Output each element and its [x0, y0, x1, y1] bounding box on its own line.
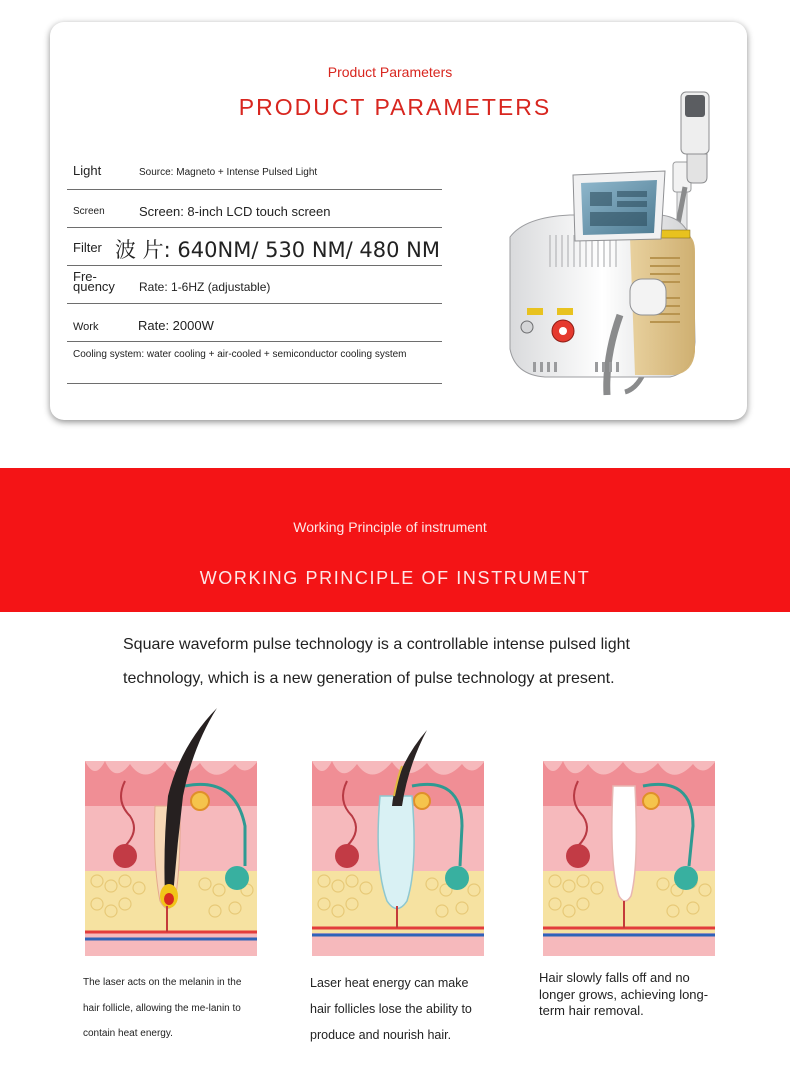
param-value: Rate: 2000W — [138, 318, 214, 333]
param-row-filter — [67, 228, 442, 266]
param-label: Screen — [73, 206, 105, 217]
working-principle-banner — [0, 468, 790, 612]
param-row-work — [67, 304, 442, 342]
param-row-screen — [67, 190, 442, 228]
skin-diagram-hair-falls-out — [543, 706, 715, 956]
parameters-subtitle: Product Parameters — [327, 64, 453, 80]
param-value: 波 片: 640NM/ 530 NM/ 480 NM — [115, 238, 441, 262]
param-label: Work — [73, 321, 99, 333]
parameters-table — [67, 152, 442, 384]
principle-subtitle: Working Principle of instrument — [293, 519, 487, 535]
parameters-title: PRODUCT PARAMETERS — [238, 94, 552, 120]
step-caption-1: The laser acts on the melanin in the hair follicle, allowing the me-lanin to contain heat energy. — [83, 977, 242, 1039]
param-label: Fre-quency — [73, 269, 115, 294]
param-value: Source: Magneto + Intense Pulsed Light — [139, 167, 318, 178]
step-caption-3: Hair slowly falls off and no longer grows, achieving long-term hair removal. — [539, 970, 709, 1018]
ipl-machine-image — [455, 87, 740, 397]
param-label: Cooling system: water cooling + air-cooled + semiconductor cooling system — [73, 349, 407, 360]
step-caption-2: Laser heat energy can make hair follicles lose the ability to produce and nourish hair. — [310, 976, 472, 1042]
param-row-light — [67, 152, 442, 190]
param-row-frequency — [67, 266, 442, 304]
param-label: Filter — [73, 240, 102, 255]
skin-diagram-melanin-absorbs — [85, 706, 257, 956]
principle-intro: Square waveform pulse technology is a controllable intense pulsed light technology, which is a new generation of pulse technology at present. — [123, 636, 630, 687]
principle-title: WORKING PRINCIPLE OF INSTRUMENT — [199, 568, 591, 588]
param-label: Light — [73, 163, 102, 178]
skin-diagram-follicle-damaged — [312, 706, 484, 956]
param-value: Rate: 1-6HZ (adjustable) — [139, 280, 271, 294]
param-value: Screen: 8-inch LCD touch screen — [139, 204, 331, 219]
param-row-cooling — [67, 342, 442, 384]
product-parameters-card — [50, 22, 747, 420]
